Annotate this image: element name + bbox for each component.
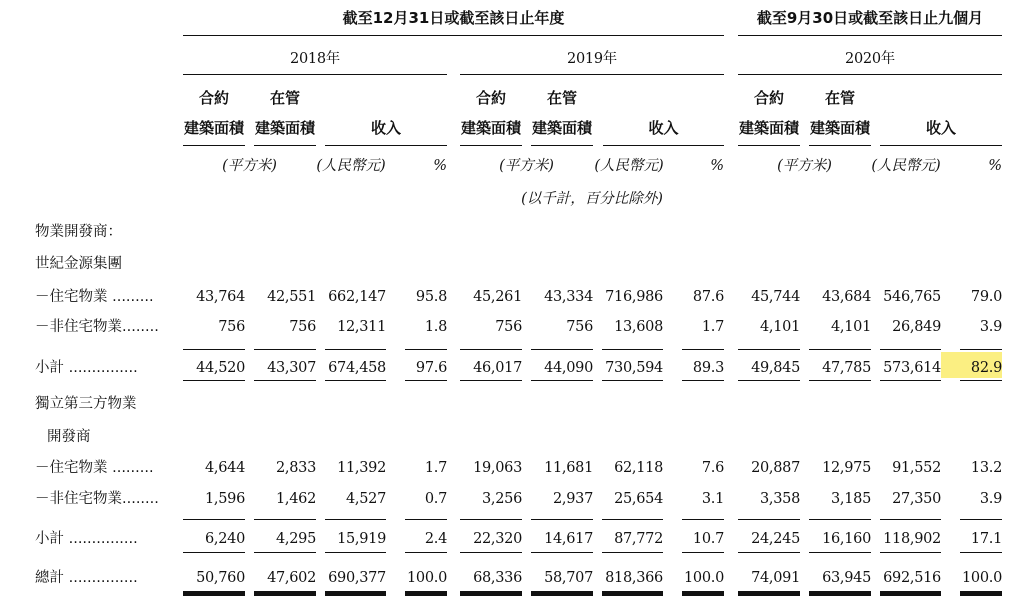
table-cell: 1,462 xyxy=(275,491,316,507)
table-cell: 674,458 xyxy=(328,360,386,376)
unit-rmb: (人民幣元) xyxy=(871,158,941,174)
subtotal-rule xyxy=(738,380,800,381)
table-cell: 63,945 xyxy=(822,570,871,586)
table-cell: 818,366 xyxy=(605,570,663,586)
rule xyxy=(254,145,316,146)
total-rule xyxy=(602,591,663,596)
table-cell: 1.7 xyxy=(701,319,724,335)
table-cell: 546,765 xyxy=(883,289,941,305)
row-label-total: 總計 ............... xyxy=(35,570,138,586)
table-cell: 1,596 xyxy=(204,491,245,507)
table-cell: 3,256 xyxy=(481,491,522,507)
table-cell: 97.6 xyxy=(415,360,447,376)
subtotal-rule xyxy=(809,349,871,350)
col-managed-label: 在管 xyxy=(824,89,855,107)
table-cell: 44,520 xyxy=(196,360,245,376)
subtotal-rule xyxy=(682,552,724,553)
col-revenue-label: 收入 xyxy=(648,119,679,137)
table-cell: 49,845 xyxy=(751,360,800,376)
unit-area: (平方米) xyxy=(499,158,554,174)
table-cell: 756 xyxy=(566,319,593,335)
table-cell: 22,320 xyxy=(473,531,522,547)
total-rule xyxy=(460,591,522,596)
rule xyxy=(738,35,1002,36)
subtotal-rule xyxy=(960,349,1002,350)
subtotal-rule xyxy=(682,349,724,350)
table-cell: 1.7 xyxy=(424,460,447,476)
period-header-nine-months: 截至9月30日或截至該日止九個月 xyxy=(756,9,984,27)
subtotal-rule xyxy=(405,349,447,350)
table-cell: 44,090 xyxy=(544,360,593,376)
table-cell: 690,377 xyxy=(328,570,386,586)
table-cell: 573,614 xyxy=(883,360,941,376)
subtotal-rule xyxy=(183,552,245,553)
total-rule xyxy=(254,591,316,596)
table-cell: 19,063 xyxy=(473,460,522,476)
table-cell: 45,261 xyxy=(473,289,522,305)
table-cell: 100.0 xyxy=(683,570,724,586)
total-rule xyxy=(809,591,871,596)
table-cell: 43,307 xyxy=(267,360,316,376)
subtotal-rule xyxy=(325,380,386,381)
total-rule xyxy=(183,591,245,596)
subtotal-rule xyxy=(880,552,941,553)
subtotal-rule xyxy=(738,519,800,520)
table-cell: 95.8 xyxy=(415,289,447,305)
rule xyxy=(880,145,1002,146)
subtotal-rule xyxy=(325,349,386,350)
row-label-subtotal: 小計 ............... xyxy=(35,531,138,547)
subtotal-rule xyxy=(809,519,871,520)
row-label-developers: 物業開發商： xyxy=(35,224,122,240)
table-cell: 47,602 xyxy=(267,570,316,586)
table-cell: 26,849 xyxy=(892,319,941,335)
table-cell: 730,594 xyxy=(605,360,663,376)
subtotal-rule xyxy=(254,519,316,520)
rule xyxy=(603,145,724,146)
table-cell: 2,833 xyxy=(275,460,316,476)
subtotal-rule xyxy=(880,519,941,520)
year-2020: 2020年 xyxy=(845,51,895,67)
table-cell: 3,358 xyxy=(759,491,800,507)
row-label: －住宅物業 ......... xyxy=(35,460,154,476)
subtotal-rule xyxy=(325,519,386,520)
subtotal-rule xyxy=(602,349,663,350)
table-cell: 13,608 xyxy=(614,319,663,335)
subtotal-rule xyxy=(880,380,941,381)
table-cell: 87.6 xyxy=(692,289,724,305)
table-cell: 12,311 xyxy=(337,319,386,335)
table-cell: 3.9 xyxy=(979,491,1002,507)
table-cell: 6,240 xyxy=(204,531,245,547)
rule xyxy=(460,74,724,75)
rule xyxy=(738,74,1002,75)
subtotal-rule xyxy=(682,519,724,520)
table-cell: 89.3 xyxy=(692,360,724,376)
unit-rmb: (人民幣元) xyxy=(316,158,386,174)
table-cell: 62,118 xyxy=(614,460,663,476)
col-revenue-label: 收入 xyxy=(925,119,956,137)
row-label: －住宅物業 ......... xyxy=(35,289,154,305)
rule xyxy=(809,145,871,146)
table-cell: 24,245 xyxy=(751,531,800,547)
table-cell: 4,101 xyxy=(830,319,871,335)
col-managed-label: 在管 xyxy=(269,89,300,107)
subtotal-rule xyxy=(254,552,316,553)
row-label-subtotal: 小計 ............... xyxy=(35,360,138,376)
subtotal-rule xyxy=(405,519,447,520)
total-rule xyxy=(880,591,941,596)
rule xyxy=(531,145,593,146)
table-cell: 87,772 xyxy=(614,531,663,547)
rule xyxy=(183,145,245,146)
table-cell: 118,902 xyxy=(883,531,941,547)
total-rule xyxy=(405,591,447,596)
subtotal-rule xyxy=(254,380,316,381)
table-cell: 10.7 xyxy=(692,531,724,547)
table-cell: 11,392 xyxy=(337,460,386,476)
period-header-full-year: 截至12月31日或截至該日止年度 xyxy=(342,9,565,27)
table-cell: 4,295 xyxy=(275,531,316,547)
unit-percent: % xyxy=(988,158,1002,174)
unit-rmb: (人民幣元) xyxy=(594,158,664,174)
table-cell: 2.4 xyxy=(424,531,447,547)
col-contracted-label: 合約 xyxy=(198,89,229,107)
table-cell: 4,644 xyxy=(204,460,245,476)
row-label-independent: 開發商 xyxy=(47,429,91,445)
subtotal-rule xyxy=(460,519,522,520)
table-cell: 13.2 xyxy=(970,460,1002,476)
unit-area: (平方米) xyxy=(777,158,832,174)
subtotal-rule xyxy=(682,380,724,381)
table-cell: 716,986 xyxy=(605,289,663,305)
table-cell: 692,516 xyxy=(883,570,941,586)
row-label: －非住宅物業........ xyxy=(35,319,159,335)
rule xyxy=(183,35,724,36)
unit-percent: % xyxy=(433,158,447,174)
subtotal-rule xyxy=(738,552,800,553)
col-managed-label: 建築面積 xyxy=(254,119,315,137)
table-cell: 42,551 xyxy=(267,289,316,305)
table-cell: 27,350 xyxy=(892,491,941,507)
year-2018: 2018年 xyxy=(290,51,340,67)
table-cell: 43,334 xyxy=(544,289,593,305)
table-cell: 43,684 xyxy=(822,289,871,305)
subtotal-rule xyxy=(960,380,1002,381)
subtotal-rule xyxy=(531,552,593,553)
table-cell: 20,887 xyxy=(751,460,800,476)
subtotal-rule xyxy=(405,380,447,381)
table-cell: 91,552 xyxy=(892,460,941,476)
subtotal-rule xyxy=(602,380,663,381)
subtotal-rule xyxy=(460,349,522,350)
table-cell: 16,160 xyxy=(822,531,871,547)
total-rule xyxy=(960,591,1002,596)
subtotal-rule xyxy=(602,519,663,520)
table-cell: 2,937 xyxy=(552,491,593,507)
row-label-independent: 獨立第三方物業 xyxy=(35,396,137,412)
row-label-century-group: 世紀金源集團 xyxy=(35,256,122,272)
table-cell: 756 xyxy=(289,319,316,335)
subtotal-rule xyxy=(602,552,663,553)
table-cell: 47,785 xyxy=(822,360,871,376)
table-cell: 0.7 xyxy=(424,491,447,507)
table-cell: 3,185 xyxy=(830,491,871,507)
col-managed-label: 在管 xyxy=(546,89,577,107)
subtotal-rule xyxy=(405,552,447,553)
rule xyxy=(325,145,447,146)
subtotal-rule xyxy=(809,380,871,381)
subtotal-rule xyxy=(531,380,593,381)
col-contracted-label: 建築面積 xyxy=(460,119,521,137)
table-cell: 58,707 xyxy=(544,570,593,586)
table-cell: 100.0 xyxy=(961,570,1002,586)
subtotal-rule xyxy=(531,519,593,520)
col-revenue-label: 收入 xyxy=(370,119,401,137)
table-cell: 12,975 xyxy=(822,460,871,476)
year-2019: 2019年 xyxy=(567,51,617,67)
subtotal-rule xyxy=(325,552,386,553)
table-cell: 7.6 xyxy=(701,460,724,476)
subtotal-rule xyxy=(183,380,245,381)
table-cell: 25,654 xyxy=(614,491,663,507)
table-cell: 11,681 xyxy=(544,460,593,476)
table-cell: 756 xyxy=(218,319,245,335)
table-cell: 100.0 xyxy=(406,570,447,586)
table-cell: 1.8 xyxy=(424,319,447,335)
table-cell: 79.0 xyxy=(970,289,1002,305)
table-cell: 4,527 xyxy=(345,491,386,507)
table-cell: 756 xyxy=(495,319,522,335)
subtotal-rule xyxy=(183,519,245,520)
table-cell: 17.1 xyxy=(970,531,1002,547)
total-rule xyxy=(682,591,724,596)
subtotal-rule xyxy=(960,519,1002,520)
rule xyxy=(738,145,800,146)
row-label: －非住宅物業........ xyxy=(35,491,159,507)
table-cell: 50,760 xyxy=(196,570,245,586)
subtotal-rule xyxy=(254,349,316,350)
col-contracted-label: 合約 xyxy=(753,89,784,107)
unit-area: (平方米) xyxy=(222,158,277,174)
unit-percent: % xyxy=(710,158,724,174)
subtotal-rule xyxy=(183,349,245,350)
rule xyxy=(183,74,447,75)
subtotal-rule xyxy=(809,552,871,553)
table-cell: 3.1 xyxy=(701,491,724,507)
table-cell: 74,091 xyxy=(751,570,800,586)
table-cell: 3.9 xyxy=(979,319,1002,335)
subtotal-rule xyxy=(531,349,593,350)
col-managed-label: 建築面積 xyxy=(531,119,592,137)
table-cell: 15,919 xyxy=(337,531,386,547)
table-cell: 68,336 xyxy=(473,570,522,586)
total-rule xyxy=(738,591,800,596)
subtotal-rule xyxy=(738,349,800,350)
subtotal-rule xyxy=(960,552,1002,553)
table-cell: 662,147 xyxy=(328,289,386,305)
table-cell: 46,017 xyxy=(473,360,522,376)
table-cell: 45,744 xyxy=(751,289,800,305)
subtotal-rule xyxy=(880,349,941,350)
table-cell: 43,764 xyxy=(196,289,245,305)
col-managed-label: 建築面積 xyxy=(809,119,870,137)
col-contracted-label: 建築面積 xyxy=(183,119,244,137)
thousands-note: (以千計，百分比除外) xyxy=(521,191,663,207)
rule xyxy=(460,145,522,146)
table-cell: 82.9 xyxy=(970,360,1002,376)
subtotal-rule xyxy=(460,552,522,553)
total-rule xyxy=(325,591,386,596)
subtotal-rule xyxy=(460,380,522,381)
table-cell: 4,101 xyxy=(759,319,800,335)
col-contracted-label: 合約 xyxy=(475,89,506,107)
total-rule xyxy=(531,591,593,596)
table-cell: 14,617 xyxy=(544,531,593,547)
col-contracted-label: 建築面積 xyxy=(738,119,799,137)
